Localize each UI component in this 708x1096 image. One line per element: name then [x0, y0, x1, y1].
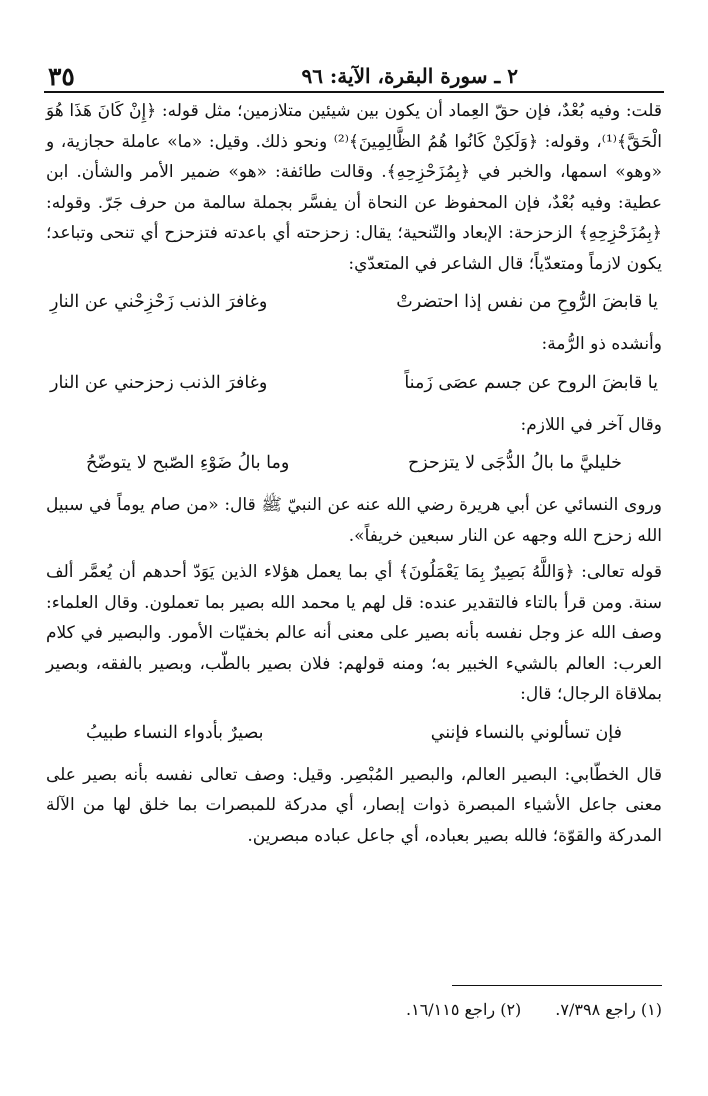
page-body: [46, 96, 662, 857]
verse-second-hemistich: وغافرَ الذنب زحزحني عن النار: [50, 372, 268, 393]
paragraph-commentary: قوله تعالى: ﴿وَاللَّهُ بَصِيرٌ بِمَا يَعْمَلُونَ﴾ أي بما يعمل هؤلاء الذين يَوَدّ أحدهم أن يُعمَّر ألف سنة. ومن قرأ بالتاء فالتقدير عنده: قل لهم يا محمد الله بصير بما تعملون. وقال العلماء: وصف الله عز وجل نفسه بأنه بصير على معنى أنه عالم بخفيّات الأمور. والبصير في كلام العرب: العالم بالشيء الخبير به؛ ومنه قولهم: فلان بصير بالطّب، وبصير بالفقه، وبصير بملاقاة الرجال؛ قال:: [46, 562, 662, 704]
verse-first-hemistich: فإن تسألوني بالنساء فإنني: [430, 722, 622, 743]
verse-first-hemistich: خليليَّ ما بالُ الدُّجَى لا يتزحزح: [407, 453, 622, 473]
running-title: ٢ ـ سورة البقرة، الآية: ٩٦: [301, 64, 518, 88]
poem-verse: [46, 446, 662, 480]
poem-verse: [46, 285, 662, 319]
verse-first-hemistich: يا قابضَ الرُّوحِ من نفس إذا احتضرتْ: [396, 292, 658, 312]
paragraph-attribution: وقال آخر في اللازم:: [520, 414, 662, 435]
paragraph-commentary: قال الخطّابي: البصير العالم، والبصير المُبْصِر. وقيل: وصف تعالى نفسه بأنه بصير على معنى جاعل الأشياء المبصرة ذوات إبصار، أي مدركة للمبصرات بما خلق لها من الآلة المدركة والقوّة؛ فالله بصير بعباده، أي جاعل عباده مبصرين.: [46, 764, 662, 846]
paragraph-hadith: وروى النسائي عن أبي هريرة رضي الله عنه عن النبيّ ﷺ قال: «من صام يوماً في سبيل الله زحزح الله وجهه عن النار سبعين خريفاً».: [46, 495, 662, 546]
verse-second-hemistich: بصيرٌ بأدواء النساء طبيبُ: [86, 722, 264, 743]
paragraph-attribution: وأنشده ذو الرُّمة:: [541, 334, 662, 354]
page-header: [40, 62, 668, 90]
footnote-rule: [452, 985, 662, 986]
paragraph-commentary: قلت: وفيه بُعْدٌ، فإن حقّ العِماد أن يكون بين شيئين متلازمين؛ مثل قوله: ﴿إِنْ كَانَ هَذَا هُوَ الْحَقَّ﴾⁽¹⁾، وقوله: ﴿وَلَكِنْ كَانُوا هُمُ الظَّالِمِينَ﴾⁽²⁾ ونحو ذلك. وقيل: «ما» عاملة حجازية، و «وهو» اسمها، والخبر في ﴿بِمُزَحْزِحِهِ﴾. وقالت طائفة: «هو» ضمير الأمر والشأن. ابن عطية: وفيه بُعْدٌ، فإن المحفوظ عن النحاة أن يفسَّر بجملة سالمة من حرف جَرّ. وقوله: ﴿بِمُزَحْزِحِهِ﴾ الزحزحة: الإبعاد والتّنحية؛ يقال: زحزحته أي باعدته فتزحزح أي تنحى وتباعد؛ يكون لازماً ومتعدّياً؛ قال الشاعر في المتعدّي:: [46, 101, 662, 274]
footnote: (٢) راجع ١٦/١١٥.: [406, 1000, 522, 1019]
page-number: ٣٥: [48, 62, 75, 91]
verse-first-hemistich: يا قابضَ الروح عن جسم عصَى زَمناً: [404, 372, 658, 393]
poem-verse: [46, 366, 662, 400]
verse-second-hemistich: وغافرَ الذنب زَحْزِحْني عن النارِ: [50, 292, 268, 312]
footnote: (١) راجع ٧/٣٩٨.: [555, 1000, 662, 1019]
footnotes: [406, 1000, 662, 1019]
poem-verse: [46, 716, 662, 750]
verse-second-hemistich: وما بالُ ضَوْءِ الصّبح لا يتوضّحُ: [86, 453, 290, 473]
header-rule: [44, 91, 664, 93]
